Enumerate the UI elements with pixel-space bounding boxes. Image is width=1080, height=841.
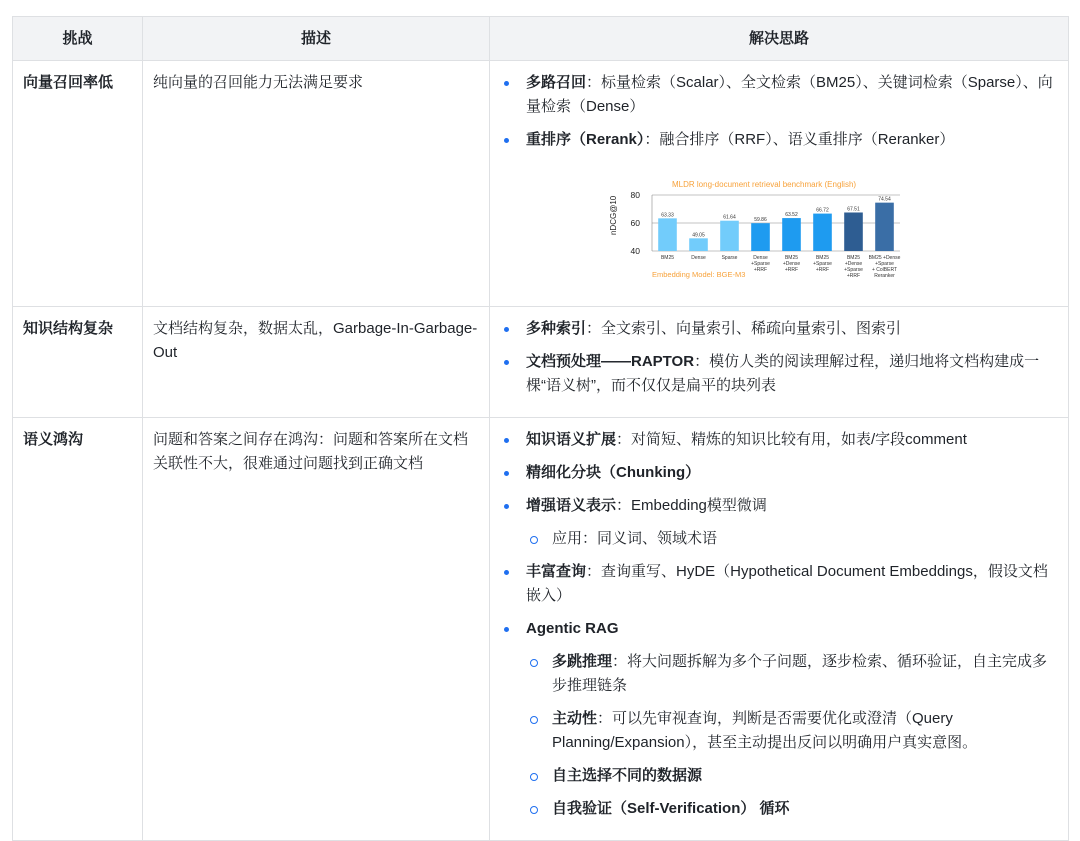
chart-title: MLDR long-document retrieval benchmark (English) (672, 180, 857, 189)
item-text: ：融合排序（RRF）、语义重排序（Reranker） (644, 131, 955, 148)
solution-list (500, 317, 1058, 398)
table-row (13, 418, 1069, 841)
solution-cell (490, 307, 1069, 418)
sub-list-item (526, 764, 1058, 788)
x-tick-label: + ColBERT (871, 267, 898, 273)
item-title: 精细化分块（Chunking） (526, 464, 701, 481)
x-tick-label: +Sparse (751, 261, 770, 267)
item-title: 增强语义表示 (526, 497, 617, 514)
bar-value-label: 61.64 (723, 214, 736, 221)
header-solution: 解决思路 (490, 17, 1069, 61)
bar-value-label: 59.86 (754, 217, 767, 224)
bar (689, 238, 708, 251)
list-item (500, 317, 1058, 341)
bar-value-label: 67.51 (847, 206, 860, 213)
item-title: 主动性 (552, 710, 598, 727)
item-title: Agentic RAG (526, 620, 619, 637)
x-tick-label: +RRF (815, 267, 830, 273)
x-tick-label: BM25 (784, 255, 799, 261)
list-item (500, 560, 1058, 608)
item-title: 丰富查询 (526, 563, 587, 580)
y-axis-label: nDCG@10 (609, 195, 618, 235)
list-item (500, 617, 1058, 641)
solution-list (500, 428, 1058, 821)
x-tick-label: BM25 (815, 255, 830, 261)
x-tick-label: +Dense (844, 261, 863, 267)
chart-note: Embedding Model: BGE-M3 (652, 270, 746, 279)
bar-value-label: 74.54 (878, 196, 891, 203)
x-tick-label: +Dense (782, 261, 801, 267)
bar (813, 214, 832, 251)
item-text: ：将大问题拆解为多个子问题，逐步检索、循环验证，自主完成多步推理链条 (552, 653, 1048, 694)
bar (751, 223, 770, 251)
solution-cell (490, 418, 1069, 841)
x-tick-label: +Sparse (844, 267, 863, 273)
item-text: ：模仿人类的阅读理解过程，递归地将文档构建成一棵“语义树”，而不仅仅是扁平的块列表 (526, 353, 1040, 394)
solution-list (500, 71, 1058, 152)
x-tick-label: Dense (753, 255, 768, 261)
sub-list-item (526, 527, 1058, 551)
bar-value-label: 63.52 (785, 212, 798, 219)
challenge-cell: 语义鸿沟 (13, 418, 143, 841)
solution-cell (490, 61, 1069, 307)
bar (875, 203, 894, 251)
bar (720, 221, 739, 251)
list-item (500, 71, 1058, 119)
x-tick-label: +RRF (846, 273, 861, 279)
description-cell: 文档结构复杂，数据太乱，Garbage-In-Garbage-Out (143, 307, 490, 418)
item-title: 重排序（Rerank） (526, 131, 645, 148)
table-row (13, 61, 1069, 307)
list-item (500, 128, 1058, 152)
challenges-table (12, 16, 1069, 841)
item-title: 多路召回 (526, 74, 587, 91)
y-tick-label: 80 (630, 190, 640, 200)
bar-value-label: 49.05 (692, 232, 705, 239)
x-tick-label: +Sparse (813, 261, 832, 267)
sub-list-item (526, 797, 1058, 821)
item-text: ：可以先审视查询，判断是否需要优化或澄清（Query Planning/Expansion），甚至主动提出反问以明确用户真实意图。 (552, 710, 978, 751)
item-title: 多跳推理 (552, 653, 613, 670)
x-tick-label: +Sparse (875, 261, 894, 267)
benchmark-chart (600, 173, 910, 288)
item-text: 应用：同义词、领域术语 (552, 530, 718, 547)
x-tick-label: Dense (691, 255, 706, 261)
header-description: 描述 (143, 17, 490, 61)
challenge-cell: 向量召回率低 (13, 61, 143, 307)
x-tick-label: BM25 (660, 255, 675, 261)
item-title: 知识语义扩展 (526, 431, 617, 448)
item-title: 自主选择不同的数据源 (552, 767, 703, 784)
item-title: 多种索引 (526, 320, 587, 337)
description-cell: 纯向量的召回能力无法满足要求 (143, 61, 490, 307)
sub-list-item (526, 707, 1058, 755)
sub-list-item (526, 650, 1058, 698)
item-text: ：标量检索（Scalar）、全文检索（BM25）、关键词检索（Sparse）、向量检索（Dense） (526, 74, 1053, 115)
y-tick-label: 40 (630, 246, 640, 256)
x-tick-label: Sparse (721, 255, 738, 261)
list-item (500, 350, 1058, 398)
table-row (13, 307, 1069, 418)
bar (658, 218, 677, 251)
y-tick-label: 60 (630, 218, 640, 228)
item-text: ：查询重写、HyDE（Hypothetical Document Embeddings，假设文档嵌入） (526, 563, 1048, 604)
bar-value-label: 63.33 (661, 212, 674, 219)
item-text: ：对简短、精炼的知识比较有用，如表/字段comment (616, 431, 967, 448)
description-cell: 问题和答案之间存在鸿沟：问题和答案所在文档关联性不大，很难通过问题找到正确文档 (143, 418, 490, 841)
x-tick-label: BM25 +Dense (868, 255, 901, 261)
bar-value-label: 66.72 (816, 207, 829, 214)
challenge-cell: 知识结构复杂 (13, 307, 143, 418)
item-text: ：全文索引、向量索引、稀疏向量索引、图索引 (586, 320, 902, 337)
item-title: 文档预处理——RAPTOR (526, 353, 695, 370)
x-tick-label: +RRF (784, 267, 799, 273)
list-item (500, 461, 1058, 485)
x-tick-label: BM25 (846, 255, 861, 261)
header-challenge: 挑战 (13, 17, 143, 61)
list-item (500, 494, 1058, 518)
x-tick-label: +RRF (753, 267, 768, 273)
list-item (500, 428, 1058, 452)
bar (844, 212, 863, 251)
item-title: 自我验证（Self-Verification） 循环 (552, 800, 790, 817)
x-tick-label: Reranker (874, 273, 895, 279)
bar (782, 218, 801, 251)
item-text: ：Embedding模型微调 (616, 497, 767, 514)
